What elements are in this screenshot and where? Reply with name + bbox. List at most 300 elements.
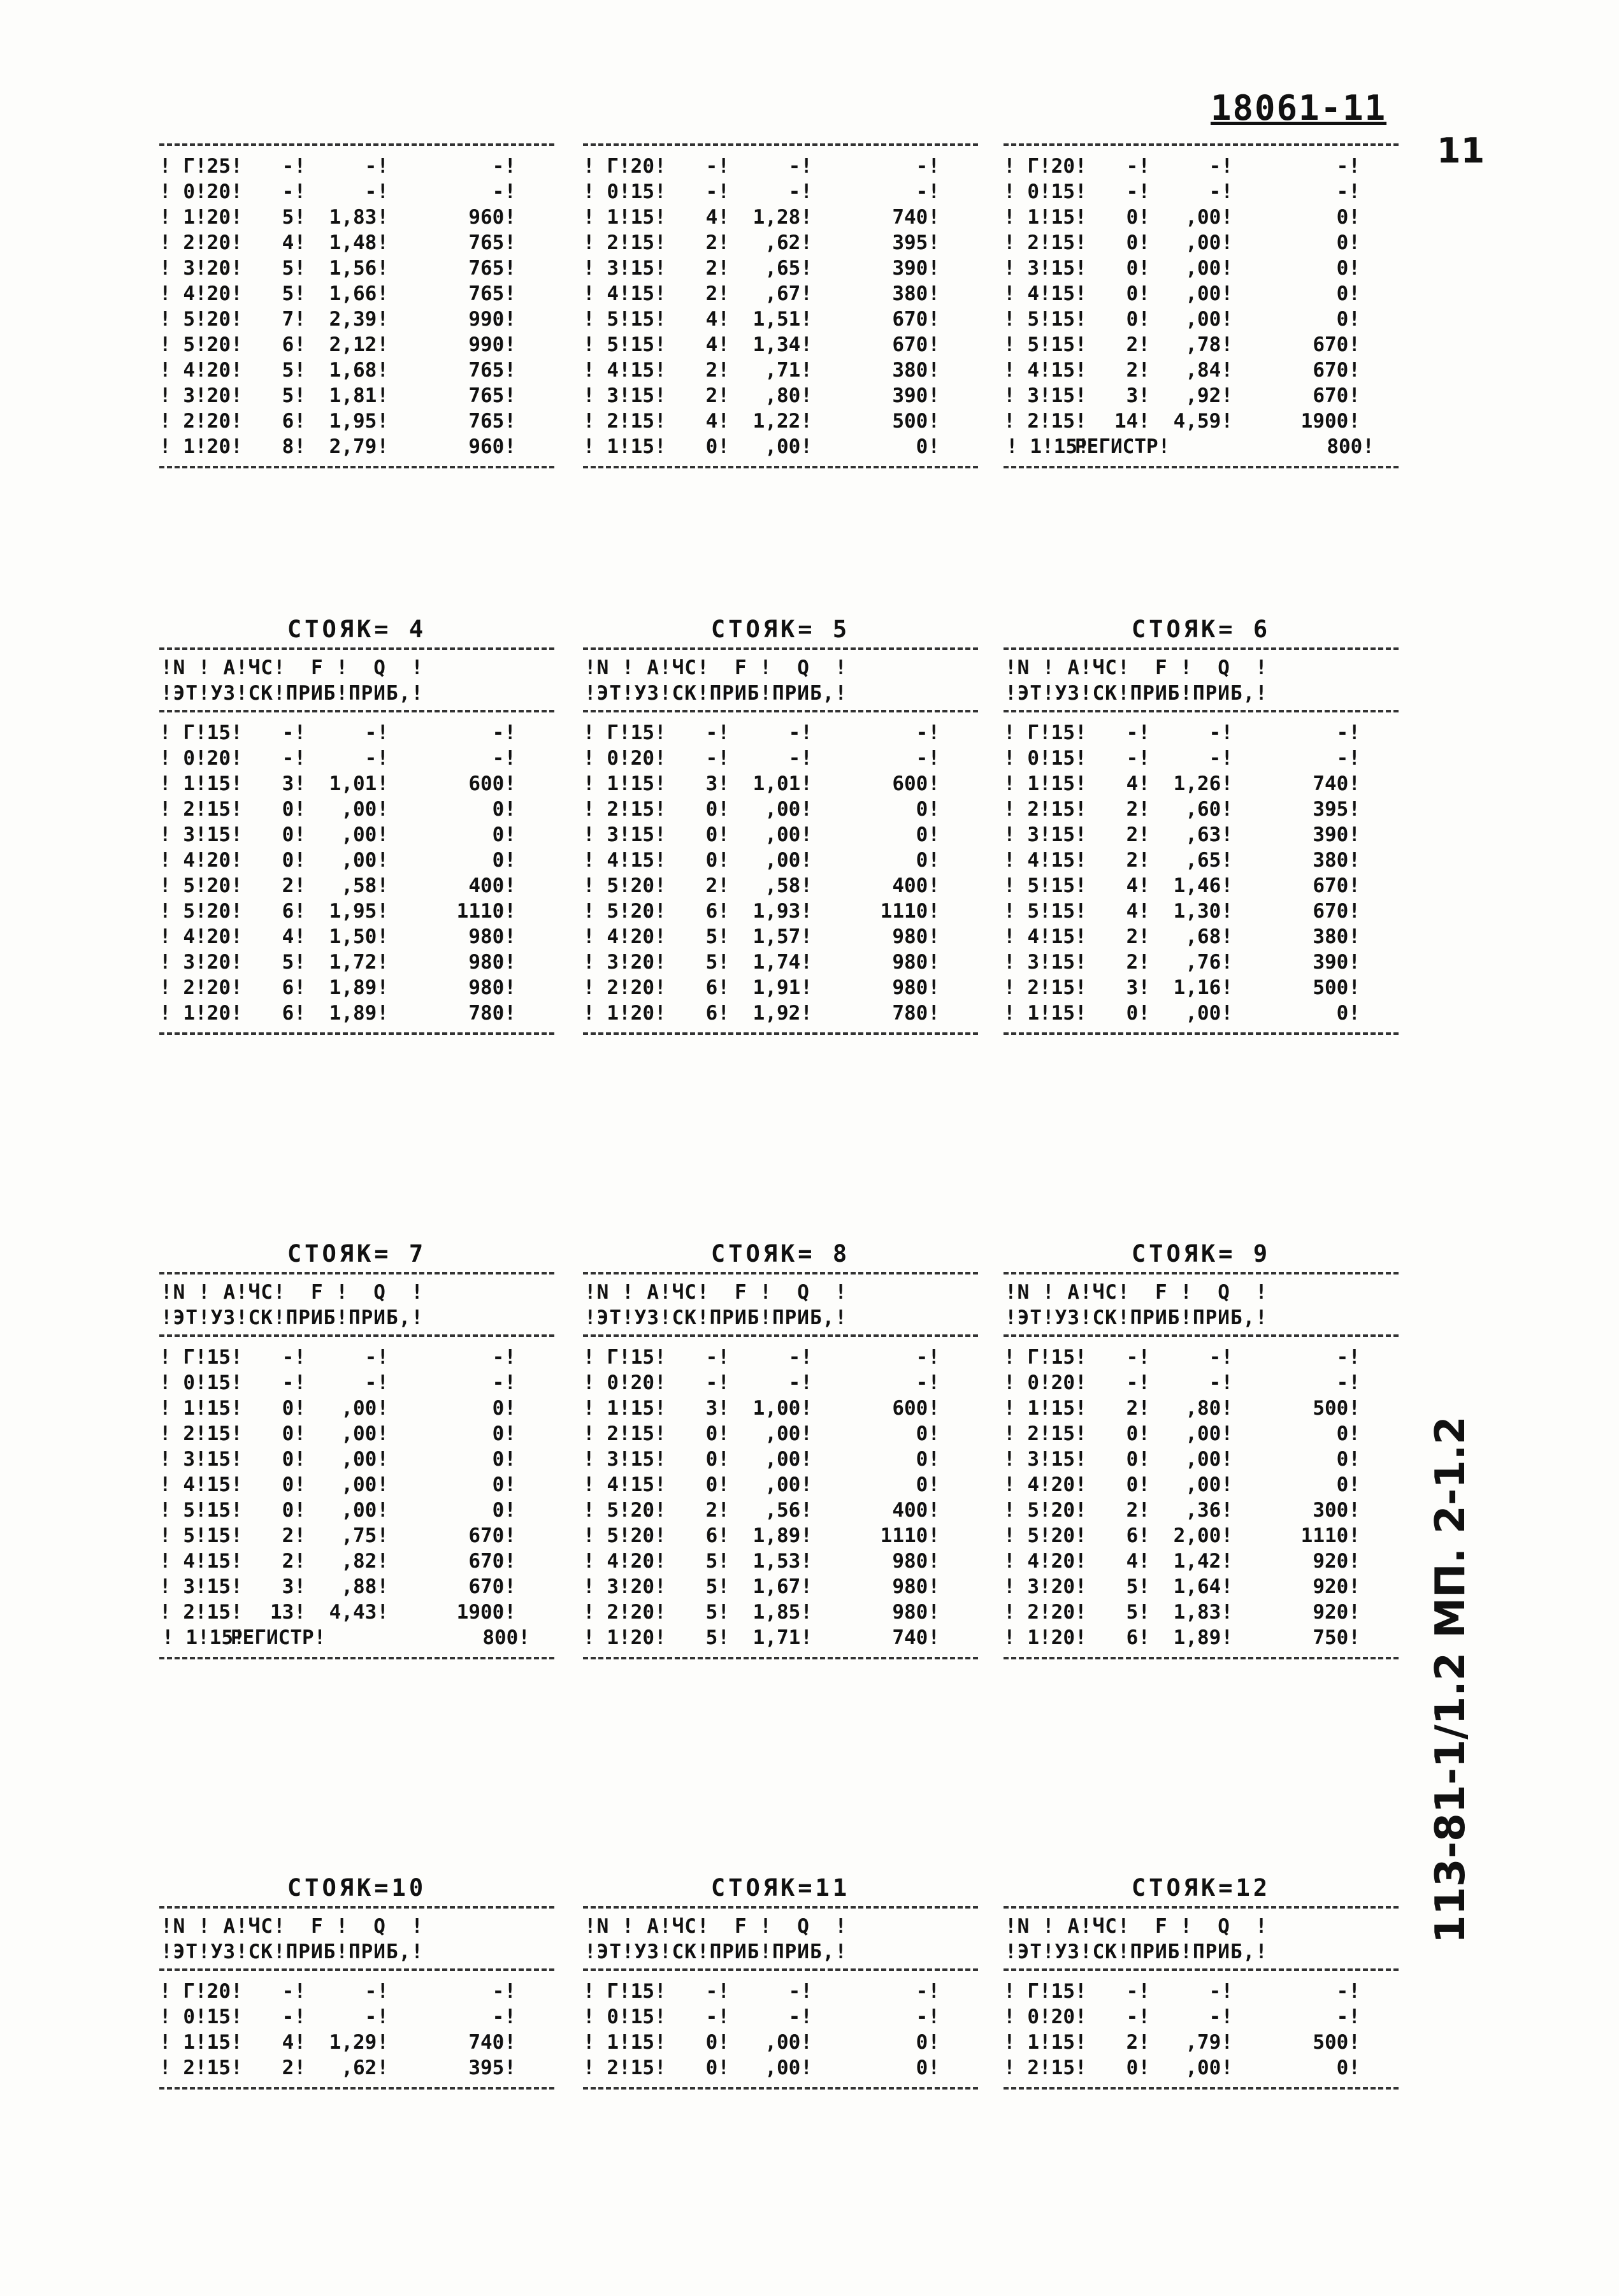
table-cell: 1110! <box>456 900 516 923</box>
table-cell: ,82! <box>341 1550 389 1573</box>
table-cell: ! 3!20! <box>159 951 243 974</box>
table-cell: 740! <box>892 1626 940 1649</box>
table-cell: 0! <box>282 1397 306 1420</box>
table-cell: ! 1!15! <box>583 1397 666 1420</box>
table-cell: 2! <box>705 282 730 305</box>
table-cell: 6! <box>705 1002 730 1025</box>
table-row <box>159 873 554 899</box>
table-row <box>1004 1447 1399 1472</box>
table-cell: 0! <box>1126 257 1150 280</box>
table-cell: 0! <box>705 798 730 821</box>
table-row <box>159 2004 554 2030</box>
table-cell: 3! <box>1126 976 1150 999</box>
table-cell: 5! <box>282 206 306 229</box>
table-cell: -! <box>1209 1980 1233 2003</box>
table-cell: -! <box>282 1346 306 1369</box>
table-cell: ! Г!25! <box>159 155 243 178</box>
table-cell: 5! <box>1126 1575 1150 1598</box>
table-row <box>159 1625 554 1650</box>
table-cell: 1110! <box>880 1524 940 1547</box>
riser-title: СТОЯК= 9 <box>1131 1240 1271 1267</box>
table-row <box>583 2004 978 2030</box>
table-cell: -! <box>916 1371 940 1394</box>
table-cell: 2! <box>705 231 730 254</box>
table-row <box>159 1979 554 2004</box>
table-row <box>583 1000 978 1026</box>
table-cell: 2,79! <box>329 435 389 458</box>
table-cell: ! 2!20! <box>1004 1601 1087 1624</box>
table-row <box>583 434 978 459</box>
table-cell: -! <box>705 155 730 178</box>
table-row <box>159 408 554 434</box>
table-cell: 990! <box>468 333 516 356</box>
table-row <box>1004 383 1399 408</box>
table-cell: 1,26! <box>1173 772 1233 795</box>
dashed-rule <box>1004 1657 1399 1659</box>
table-cell: 800! <box>1327 435 1374 458</box>
table-row <box>159 357 554 383</box>
table-cell: -! <box>364 155 389 178</box>
column-header: !N ! А!ЧС! F ! Q ! !ЭТ!УЗ!СК!ПРИБ!ПРИБ,! <box>161 1915 424 1963</box>
table-row <box>1004 848 1399 873</box>
table-row <box>583 1549 978 1574</box>
dashed-rule <box>583 1657 978 1659</box>
table-cell: 750! <box>1313 1626 1360 1649</box>
table-cell: 990! <box>468 308 516 331</box>
table-cell: 0! <box>492 1422 516 1445</box>
table-cell: ! 3!20! <box>583 1575 666 1598</box>
table-cell: 670! <box>892 308 940 331</box>
table-cell: ,76! <box>1185 951 1233 974</box>
table-cell: -! <box>1336 721 1360 744</box>
table-cell: 1,64! <box>1173 1575 1233 1598</box>
table-cell: ! 0!20! <box>583 1371 666 1394</box>
table-cell: ! 0!15! <box>583 180 666 203</box>
riser-table <box>583 143 978 468</box>
table-cell: -! <box>1209 721 1233 744</box>
table-cell: 500! <box>1313 1397 1360 1420</box>
table-cell: 0! <box>916 435 940 458</box>
table-cell: ,00! <box>1185 1002 1233 1025</box>
table-cell: ! 4!15! <box>1004 359 1087 382</box>
table-row <box>1004 1498 1399 1523</box>
table-cell: -! <box>1126 1371 1150 1394</box>
table-cell: 390! <box>892 384 940 407</box>
table-cell: 980! <box>892 951 940 974</box>
table-row <box>1004 924 1399 949</box>
table-cell: ! 0!15! <box>159 2005 243 2028</box>
table-row <box>583 281 978 307</box>
table-row <box>1004 281 1399 307</box>
riser-title: СТОЯК= 6 <box>1131 616 1271 643</box>
table-cell: ! Г!15! <box>1004 1980 1087 2003</box>
table-row <box>583 408 978 434</box>
table-cell: -! <box>788 2005 812 2028</box>
table-cell: -! <box>788 155 812 178</box>
table-cell: ,79! <box>1185 2031 1233 2054</box>
table-cell: 980! <box>892 925 940 948</box>
table-cell: ,00! <box>1185 231 1233 254</box>
table-row <box>159 307 554 332</box>
table-row <box>159 720 554 746</box>
riser-table <box>1004 1236 1399 1659</box>
table-cell: ,92! <box>1185 384 1233 407</box>
table-row <box>159 848 554 873</box>
table-cell: ! 3!15! <box>159 823 243 846</box>
table-row <box>159 1549 554 1574</box>
table-cell: ! 2!15! <box>1004 798 1087 821</box>
table-row <box>583 332 978 357</box>
table-cell: -! <box>916 1346 940 1369</box>
table-cell: -! <box>492 2005 516 2028</box>
table-cell: 1,83! <box>329 206 389 229</box>
table-row <box>159 154 554 179</box>
table-cell: 600! <box>892 1397 940 1420</box>
table-cell: ! Г!20! <box>1004 155 1087 178</box>
table-row <box>583 975 978 1000</box>
table-cell: 0! <box>282 1448 306 1471</box>
table-row <box>583 1396 978 1421</box>
table-cell: ! 1!20! <box>159 206 243 229</box>
table-cell: ! 4!20! <box>159 359 243 382</box>
table-cell: 5! <box>705 1601 730 1624</box>
table-cell: 765! <box>468 282 516 305</box>
table-cell: ! 5!20! <box>583 1524 666 1547</box>
table-cell: 920! <box>1313 1601 1360 1624</box>
table-cell: ! 1!15! <box>1004 1397 1087 1420</box>
table-cell: 2! <box>1126 1397 1150 1420</box>
table-cell: 3! <box>282 772 306 795</box>
table-cell: -! <box>705 1371 730 1394</box>
column-header: !N ! А!ЧС! F ! Q ! !ЭТ!УЗ!СК!ПРИБ!ПРИБ,! <box>584 656 847 705</box>
table-row <box>583 205 978 230</box>
table-row <box>583 2030 978 2055</box>
riser-table <box>159 143 554 468</box>
table-cell: 1,57! <box>752 925 812 948</box>
table-cell: ! 2!15! <box>583 2056 666 2079</box>
table-cell: 980! <box>468 925 516 948</box>
table-cell: 980! <box>468 976 516 999</box>
table-row <box>583 1599 978 1625</box>
table-cell: 1,50! <box>329 925 389 948</box>
table-cell: 2! <box>1126 823 1150 846</box>
table-cell: 0! <box>282 798 306 821</box>
table-cell: 2! <box>705 359 730 382</box>
table-cell: ! 2!15! <box>583 798 666 821</box>
table-cell: -! <box>788 747 812 770</box>
riser-table <box>583 612 978 1035</box>
table-cell: ,78! <box>1185 333 1233 356</box>
table-cell: -! <box>1209 747 1233 770</box>
table-cell: ! 5!20! <box>583 900 666 923</box>
table-cell: 980! <box>892 1575 940 1598</box>
table-row <box>583 1421 978 1447</box>
table-cell: ! 4!15! <box>1004 849 1087 872</box>
table-cell: 1,34! <box>752 333 812 356</box>
table-cell: 1,89! <box>329 976 389 999</box>
table-cell: 390! <box>1313 951 1360 974</box>
table-row <box>159 434 554 459</box>
table-row <box>159 1523 554 1549</box>
table-row <box>583 1523 978 1549</box>
table-cell: ! 0!15! <box>1004 747 1087 770</box>
table-cell: ! 1!15! <box>1006 435 1090 458</box>
table-cell: ! 4!20! <box>159 849 243 872</box>
table-row <box>1004 873 1399 899</box>
table-cell: ! 3!15! <box>1004 1448 1087 1471</box>
table-cell: ! 1!20! <box>583 1002 666 1025</box>
table-cell: 0! <box>492 823 516 846</box>
table-cell: ,62! <box>765 231 812 254</box>
table-cell: ! 2!15! <box>159 1601 243 1624</box>
table-cell: 5! <box>705 951 730 974</box>
table-cell: 4! <box>705 333 730 356</box>
table-cell: ! 2!20! <box>159 231 243 254</box>
table-cell: 960! <box>468 435 516 458</box>
table-cell: -! <box>705 721 730 744</box>
table-cell: 0! <box>916 2031 940 2054</box>
table-cell: -! <box>1336 2005 1360 2028</box>
table-cell: ! 0!15! <box>1004 180 1087 203</box>
table-cell: ! 3!20! <box>159 384 243 407</box>
table-cell: 3! <box>705 772 730 795</box>
table-cell: 0! <box>705 1448 730 1471</box>
table-cell: 0! <box>705 2031 730 2054</box>
column-header: !N ! А!ЧС! F ! Q ! !ЭТ!УЗ!СК!ПРИБ!ПРИБ,! <box>1005 656 1268 705</box>
table-cell: ! Г!15! <box>159 1346 243 1369</box>
table-row <box>1004 1370 1399 1396</box>
table-cell: 1,93! <box>752 900 812 923</box>
riser-table <box>583 1236 978 1659</box>
column-header: !N ! А!ЧС! F ! Q ! !ЭТ!УЗ!СК!ПРИБ!ПРИБ,! <box>161 656 424 705</box>
table-cell: 1,95! <box>329 900 389 923</box>
table-cell: 780! <box>892 1002 940 1025</box>
table-row <box>159 2030 554 2055</box>
table-cell: 1,48! <box>329 231 389 254</box>
table-row <box>583 873 978 899</box>
column-header: !N ! А!ЧС! F ! Q ! !ЭТ!УЗ!СК!ПРИБ!ПРИБ,! <box>161 1281 424 1329</box>
table-cell: 0! <box>1126 1473 1150 1496</box>
table-cell: 780! <box>468 1002 516 1025</box>
table-cell: 0! <box>1336 2056 1360 2079</box>
table-cell: 740! <box>468 2031 516 2054</box>
table-cell: -! <box>1126 721 1150 744</box>
table-cell: 395! <box>892 231 940 254</box>
table-cell: 400! <box>892 1499 940 1522</box>
table-cell: 5! <box>282 257 306 280</box>
table-cell: 0! <box>282 1473 306 1496</box>
dashed-rule <box>1004 2087 1399 2090</box>
table-cell: ! 0!20! <box>1004 2005 1087 2028</box>
table-cell: 0! <box>1126 1448 1150 1471</box>
table-cell: ! 5!15! <box>159 1499 243 1522</box>
table-cell: 0! <box>705 2056 730 2079</box>
table-row <box>583 822 978 848</box>
table-row <box>583 1574 978 1599</box>
table-row <box>583 797 978 822</box>
table-cell: ,68! <box>1185 925 1233 948</box>
table-cell: ,80! <box>1185 1397 1233 1420</box>
table-cell: 2,00! <box>1173 1524 1233 1547</box>
table-cell: -! <box>1126 1980 1150 2003</box>
table-cell: 740! <box>892 206 940 229</box>
table-cell: 6! <box>1126 1626 1150 1649</box>
table-cell: -! <box>492 721 516 744</box>
riser-title: СТОЯК= 5 <box>710 616 851 643</box>
table-row <box>583 357 978 383</box>
table-row <box>1004 205 1399 230</box>
table-row <box>1004 1000 1399 1026</box>
table-cell: ! 2!15! <box>159 798 243 821</box>
table-cell: ! 5!15! <box>583 333 666 356</box>
table-row <box>1004 1625 1399 1650</box>
table-row <box>1004 949 1399 975</box>
table-cell: 1,46! <box>1173 874 1233 897</box>
table-cell: ! 5!20! <box>159 900 243 923</box>
table-cell: 500! <box>1313 976 1360 999</box>
table-cell: 1,01! <box>752 772 812 795</box>
table-cell: 0! <box>1336 308 1360 331</box>
table-cell: 0! <box>705 849 730 872</box>
table-cell: ! 4!15! <box>159 1550 243 1573</box>
table-row <box>159 1396 554 1421</box>
table-cell: ! 4!15! <box>583 282 666 305</box>
table-row <box>159 924 554 949</box>
riser-table <box>159 1870 554 2090</box>
table-cell: -! <box>364 2005 389 2028</box>
table-row <box>159 2055 554 2081</box>
table-cell: 1,74! <box>752 951 812 974</box>
table-row <box>159 1574 554 1599</box>
table-cell: 0! <box>916 1422 940 1445</box>
dashed-rule <box>583 2087 978 2090</box>
table-cell: 0! <box>1336 1448 1360 1471</box>
table-cell: -! <box>282 1980 306 2003</box>
table-cell: 4! <box>1126 1550 1150 1573</box>
table-cell: 4,43! <box>329 1601 389 1624</box>
table-cell: 1,28! <box>752 206 812 229</box>
table-cell: 395! <box>1313 798 1360 821</box>
table-row <box>583 899 978 924</box>
table-cell: ! 3!15! <box>583 384 666 407</box>
table-cell: ! 1!20! <box>159 435 243 458</box>
table-cell: -! <box>492 1371 516 1394</box>
table-cell: РЕГИСТР! <box>231 1626 326 1649</box>
dashed-rule <box>159 2087 554 2090</box>
table-row <box>583 256 978 281</box>
table-cell: 0! <box>492 1499 516 1522</box>
table-cell: 1,68! <box>329 359 389 382</box>
table-cell: 0! <box>282 849 306 872</box>
table-cell: 765! <box>468 257 516 280</box>
table-cell: ! 0!20! <box>1004 1371 1087 1394</box>
table-cell: ! 3!20! <box>1004 1575 1087 1598</box>
riser-table <box>159 1236 554 1659</box>
riser-table <box>1004 612 1399 1035</box>
table-cell: ! 4!15! <box>583 849 666 872</box>
table-row <box>583 720 978 746</box>
table-cell: -! <box>705 1980 730 2003</box>
dashed-rule <box>583 466 978 468</box>
riser-title: СТОЯК=10 <box>287 1874 427 1902</box>
table-cell: ,00! <box>341 1422 389 1445</box>
table-row <box>1004 256 1399 281</box>
table-cell: 4! <box>282 2031 306 2054</box>
table-cell: 0! <box>916 2056 940 2079</box>
table-cell: 0! <box>282 823 306 846</box>
table-cell: ! 1!15! <box>162 1626 245 1649</box>
table-cell: ,36! <box>1185 1499 1233 1522</box>
table-cell: 390! <box>1313 823 1360 846</box>
table-row <box>583 771 978 797</box>
table-row <box>1004 771 1399 797</box>
table-cell: 765! <box>468 231 516 254</box>
table-cell: 1900! <box>456 1601 516 1624</box>
dashed-rule <box>159 1032 554 1035</box>
column-header: !N ! А!ЧС! F ! Q ! !ЭТ!УЗ!СК!ПРИБ!ПРИБ,! <box>584 1915 847 1963</box>
table-cell: -! <box>705 1346 730 1369</box>
table-cell: ! 3!15! <box>1004 823 1087 846</box>
table-cell: -! <box>1126 2005 1150 2028</box>
table-cell: -! <box>492 180 516 203</box>
table-cell: ,00! <box>341 1499 389 1522</box>
table-cell: ,67! <box>765 282 812 305</box>
table-cell: ! 3!20! <box>583 951 666 974</box>
table-cell: ,56! <box>765 1499 812 1522</box>
table-cell: -! <box>1126 180 1150 203</box>
dashed-rule <box>1004 1032 1399 1035</box>
table-row <box>1004 822 1399 848</box>
table-cell: ! 0!20! <box>159 180 243 203</box>
table-cell: 4! <box>705 410 730 433</box>
table-cell: ! 4!15! <box>1004 282 1087 305</box>
table-cell: ! 3!15! <box>1004 951 1087 974</box>
table-row <box>583 2055 978 2081</box>
table-cell: ! 1!15! <box>1004 2031 1087 2054</box>
table-cell: 0! <box>1126 282 1150 305</box>
table-row <box>1004 154 1399 179</box>
table-cell: 390! <box>892 257 940 280</box>
table-cell: 1,29! <box>329 2031 389 2054</box>
table-row <box>1004 2030 1399 2055</box>
table-cell: 4! <box>1126 874 1150 897</box>
table-cell: 980! <box>892 1601 940 1624</box>
table-cell: ,00! <box>341 1397 389 1420</box>
table-cell: ! 2!15! <box>1004 410 1087 433</box>
table-cell: ! Г!15! <box>159 721 243 744</box>
table-row <box>583 949 978 975</box>
table-cell: ! 1!15! <box>1004 206 1087 229</box>
table-cell: 0! <box>1336 257 1360 280</box>
table-row <box>1004 1345 1399 1370</box>
table-cell: 3! <box>705 1397 730 1420</box>
table-row <box>1004 1599 1399 1625</box>
table-cell: -! <box>1336 747 1360 770</box>
table-cell: ,00! <box>1185 257 1233 280</box>
table-cell: ! 0!20! <box>159 747 243 770</box>
table-cell: 0! <box>282 1499 306 1522</box>
table-cell: ! 2!15! <box>583 231 666 254</box>
table-cell: 0! <box>1126 206 1150 229</box>
table-cell: 1,81! <box>329 384 389 407</box>
table-cell: ,00! <box>765 1422 812 1445</box>
table-row <box>583 848 978 873</box>
table-cell: ! 2!20! <box>159 410 243 433</box>
table-cell: 920! <box>1313 1550 1360 1573</box>
table-cell: 0! <box>492 849 516 872</box>
table-cell: 2! <box>282 1550 306 1573</box>
table-cell: ! 5!20! <box>1004 1524 1087 1547</box>
